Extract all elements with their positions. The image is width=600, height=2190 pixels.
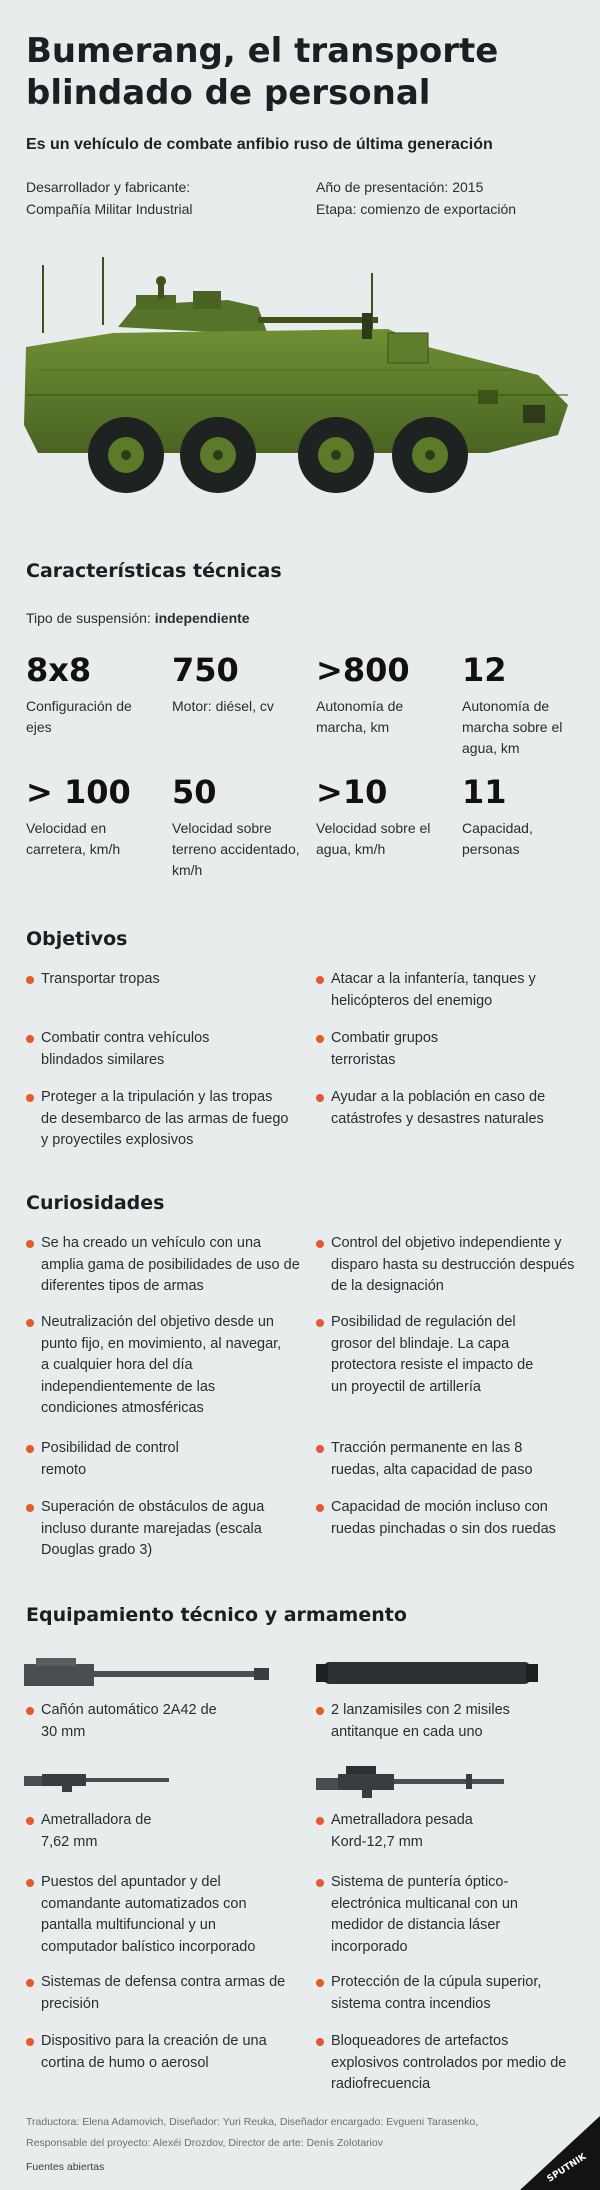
stat-value: >800 — [316, 651, 410, 689]
bullet-dot — [26, 1094, 34, 1102]
credits-line: Traductora: Elena Adamovich, Diseñador: Yuri Reuka, Diseñador encargado: Evgueni Tarasenko, — [26, 2116, 479, 2128]
equipment-item: Sistemas de defensa contra armas de precisión — [26, 1972, 291, 2015]
bullet-dot — [316, 2038, 324, 2046]
curiosity-item: Capacidad de moción incluso con ruedas pinchadas o sin dos ruedas — [316, 1497, 581, 1540]
objective-item: Combatir contra vehículos blindados similares — [26, 1028, 256, 1071]
curiosity-item: Posibilidad de control remoto — [26, 1438, 201, 1481]
curiosity-item: Se ha creado un vehículo con una amplia gama de posibilidades de uso de diferentes tipos de armas — [26, 1233, 301, 1298]
bullet-dot — [316, 1240, 324, 1248]
curiosity-item: Tracción permanente en las 8 ruedas, alta capacidad de paso — [316, 1438, 561, 1481]
objective-item: Transportar tropas — [26, 969, 166, 991]
bullet-dot — [26, 1879, 34, 1887]
objectives-heading: Objetivos — [26, 928, 128, 950]
stat-capacity — [462, 772, 600, 860]
bullet-dot — [26, 976, 34, 984]
credits-line: Responsable del proyecto: Alexéi Drozdov, Director de arte: Denís Zolotariov — [26, 2137, 383, 2149]
autocannon-icon — [24, 1658, 269, 1688]
stat-engine — [172, 650, 312, 717]
curiosity-item: Superación de obstáculos de agua incluso durante marejadas (escala Douglas grado 3) — [26, 1497, 301, 1562]
bullet-dot — [316, 1979, 324, 1987]
stat-label: Velocidad sobre el agua, km/h — [316, 820, 431, 857]
suspension-label: Tipo de suspensión: — [26, 610, 155, 626]
bullet-dot — [26, 1240, 34, 1248]
page-title: Bumerang, el transporte blindado de personal — [26, 31, 499, 113]
stat-label: Velocidad en carretera, km/h — [26, 820, 121, 857]
bullet-dot — [26, 2038, 34, 2046]
heavy-machine-gun-icon — [316, 1764, 504, 1798]
bullet-dot — [26, 1445, 34, 1453]
bullet-dot — [26, 1979, 34, 1987]
stat-label: Capacidad, personas — [462, 820, 533, 857]
stat-label: Configuración de ejes — [26, 698, 132, 735]
bullet-dot — [316, 1817, 324, 1825]
stat-water-speed — [316, 772, 456, 860]
developer-value: Compañía Militar Industrial — [26, 201, 193, 217]
equipment-item: Puestos del apuntador y del comandante automatizados con pantalla multifuncional y un computador balístico incorporado — [26, 1872, 281, 1958]
bullet-dot — [26, 1504, 34, 1512]
equipment-item: Protección de la cúpula superior, sistema contra incendios — [316, 1972, 571, 2015]
stat-value: 8x8 — [26, 651, 92, 689]
equipment-heading: Equipamiento técnico y armamento — [26, 1604, 407, 1626]
objective-item: Atacar a la infantería, tanques y helicópteros del enemigo — [316, 969, 566, 1012]
bullet-dot — [26, 1035, 34, 1043]
curiosity-item: Control del objetivo independiente y disparo hasta su destrucción después de la designación — [316, 1233, 581, 1298]
bullet-dot — [316, 1504, 324, 1512]
bullet-dot — [26, 1817, 34, 1825]
bullet-dot — [316, 1094, 324, 1102]
sputnik-logo — [520, 2116, 600, 2190]
stat-value: 750 — [172, 651, 239, 689]
bullet-dot — [316, 1035, 324, 1043]
objective-item: Combatir grupos terroristas — [316, 1028, 466, 1071]
bullet-dot — [316, 1879, 324, 1887]
bullet-dot — [26, 1707, 34, 1715]
equipment-item: Dispositivo para la creación de una cortina de humo o aerosol — [26, 2031, 291, 2074]
stat-water-range — [462, 650, 600, 759]
equipment-item: Sistema de puntería óptico-electrónica multicanal con un medidor de distancia láser incorporado — [316, 1872, 571, 1958]
missile-launcher-icon — [316, 1660, 538, 1686]
developer-label: Desarrollador y fabricante: — [26, 179, 191, 195]
equipment-item: Cañón automático 2A42 de 30 mm — [26, 1700, 226, 1743]
equipment-item: Ametralladora de 7,62 mm — [26, 1810, 166, 1853]
year-block — [316, 176, 586, 220]
stat-offroad-speed — [172, 772, 312, 881]
stat-label: Velocidad sobre terreno accidentado, km/h — [172, 820, 300, 878]
bullet-dot — [316, 1445, 324, 1453]
page-subtitle: Es un vehículo de combate anfibio ruso de última generación — [26, 136, 493, 153]
objective-item: Proteger a la tripulación y las tropas de desembarco de las armas de fuego y proyectiles explosivos — [26, 1087, 291, 1152]
bullet-dot — [316, 976, 324, 984]
bullet-dot — [316, 1707, 324, 1715]
stat-label: Autonomía de marcha, km — [316, 698, 404, 735]
stat-label: Autonomía de marcha sobre el agua, km — [462, 698, 563, 756]
developer-block — [26, 176, 296, 220]
suspension-value: independiente — [154, 610, 250, 626]
stat-value: 50 — [172, 773, 217, 811]
year-label: Año de presentación: 2015 — [316, 179, 484, 195]
equipment-item: Ametralladora pesada Kord-12,7 mm — [316, 1810, 476, 1853]
curiosity-item: Neutralización del objetivo desde un punto fijo, en movimiento, al navegar, a cualquier hora del día independientemente de las condiciones atmosféricas — [26, 1312, 291, 1420]
objective-item: Ayudar a la población en caso de catástrofes y desastres naturales — [316, 1087, 556, 1130]
stage-label: Etapa: comienzo de exportación — [316, 201, 517, 217]
stat-value: 12 — [462, 651, 507, 689]
specs-heading: Características técnicas — [26, 560, 282, 582]
machine-gun-icon — [24, 1770, 169, 1792]
bumerang-vehicle-illustration — [18, 255, 578, 505]
stat-value: > 100 — [26, 773, 131, 811]
equipment-item: 2 lanzamisiles con 2 misiles antitanque en cada uno — [316, 1700, 526, 1743]
stat-label: Motor: diésel, cv — [172, 698, 274, 714]
stat-value: >10 — [316, 773, 388, 811]
stat-road-speed — [26, 772, 166, 860]
stat-axle-config — [26, 650, 166, 738]
svg-text:SPUTNIK: SPUTNIK — [545, 2152, 589, 2185]
suspension-type — [26, 610, 250, 626]
bullet-dot — [26, 1319, 34, 1327]
stat-range — [316, 650, 456, 738]
credits — [26, 2112, 526, 2154]
stat-value: 11 — [462, 773, 507, 811]
sources-note: Fuentes abiertas — [26, 2161, 105, 2173]
bullet-dot — [316, 1319, 324, 1327]
curiosities-heading: Curiosidades — [26, 1192, 165, 1214]
equipment-item: Bloqueadores de artefactos explosivos controlados por medio de radiofrecuencia — [316, 2031, 571, 2096]
curiosity-item: Posibilidad de regulación del grosor del blindaje. La capa protectora resiste el impacto de un proyectil de artillería — [316, 1312, 551, 1398]
